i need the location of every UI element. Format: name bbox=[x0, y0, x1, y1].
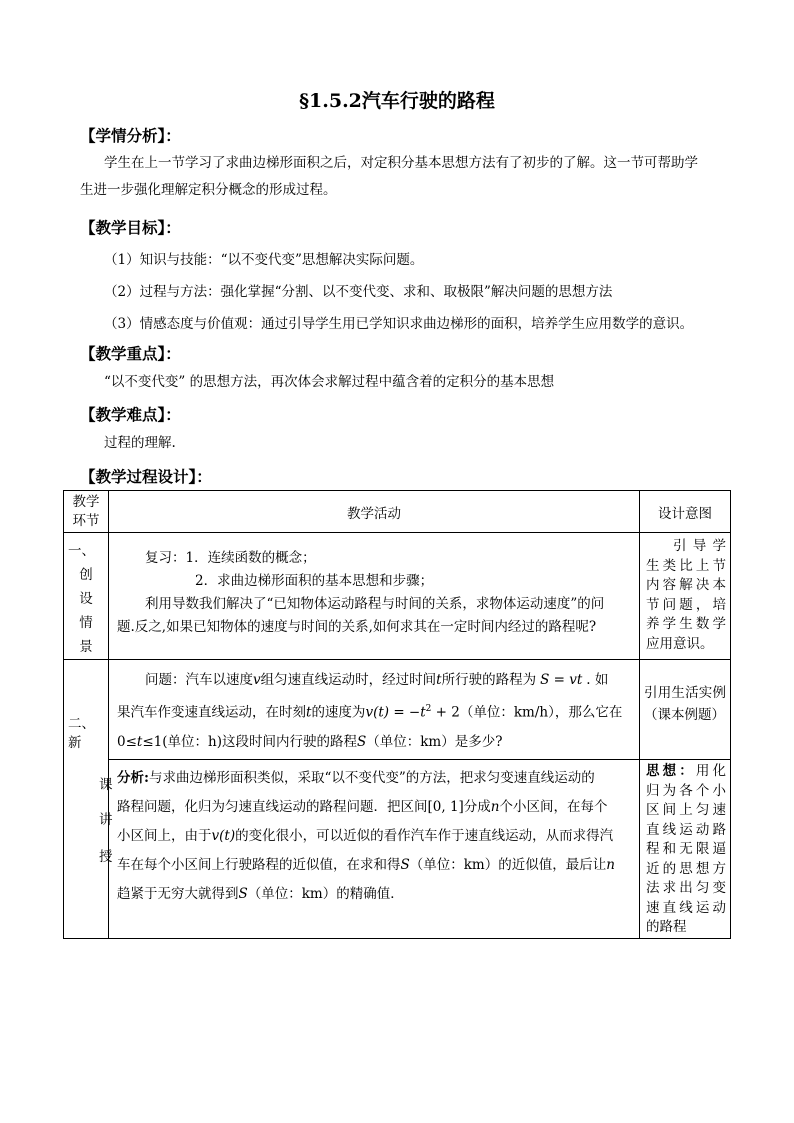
q1-text-b: 组匀速直线运动时，经过时间 bbox=[260, 672, 437, 688]
key-text: “以不变代变” 的思想方法，再次体会求解过程中蕴含着的定积分的基本思想 bbox=[104, 374, 555, 390]
an2-text-b: 分成 bbox=[463, 799, 491, 815]
q2-text-a: 果汽车作变速直线运动，在时刻 bbox=[117, 704, 306, 721]
q1-text-d: . 如 bbox=[586, 672, 609, 688]
an2-text-c: 个小区间，在每个 bbox=[499, 799, 608, 815]
question-line-3 bbox=[117, 728, 631, 757]
row2-analysis bbox=[109, 760, 640, 939]
table-header-row bbox=[64, 491, 731, 533]
row1-stage-1: 创 bbox=[79, 567, 93, 583]
section-heading-difficulty bbox=[80, 403, 181, 425]
difficulty-label: 【教学难点】 bbox=[80, 405, 166, 424]
an4-text-b: （单位：km）的近似值，最后让 bbox=[409, 857, 607, 873]
analysis-line-1 bbox=[117, 764, 631, 793]
row1-stage-3: 情 bbox=[79, 615, 93, 631]
an2-var-n: n bbox=[490, 799, 500, 815]
row2-intent-question-text: 引用生活实例（课本例题） bbox=[644, 685, 726, 723]
goals-colon: ： bbox=[165, 218, 181, 237]
goal-item-1: （1）知识与技能：“以不变代变”思想解决实际问题。 bbox=[104, 252, 424, 268]
analysis-label-bold: 分析: bbox=[117, 770, 149, 786]
row1-intent-text: 引导学生类比上节内容解决本节问题，培养学生数学应用意识。 bbox=[646, 538, 726, 652]
analysis-line-5 bbox=[117, 880, 631, 909]
q2-text-c: （单位：km/h），那么它在 bbox=[459, 704, 623, 721]
q3-text-b: ≤1(单位：h)这段时间内行驶的路程 bbox=[142, 733, 357, 750]
q2-formula-rhs: + 2 bbox=[431, 704, 460, 721]
an4-var-n: n bbox=[606, 857, 615, 873]
q3-text-a: 0≤ bbox=[117, 733, 137, 750]
row2-stage bbox=[64, 660, 113, 939]
process-label: 【教学过程设计】 bbox=[80, 467, 197, 486]
analysis-line-2: 生进一步强化理解定积分概念的形成过程。 bbox=[80, 182, 337, 198]
table-row bbox=[64, 533, 731, 660]
q1-text-c: 所行驶的路程为 bbox=[441, 672, 537, 688]
difficulty-text: 过程的理解. bbox=[104, 435, 176, 451]
an5-text-b: （单位：km）的精确值． bbox=[247, 886, 404, 902]
question-line-2 bbox=[117, 695, 631, 728]
q3-var-s: S bbox=[356, 733, 367, 750]
row1-stage bbox=[64, 533, 109, 660]
q3-var-t: t bbox=[136, 733, 143, 750]
row1-stage-0: 一、 bbox=[68, 543, 95, 559]
key-label: 【教学重点】 bbox=[80, 344, 166, 363]
header-intent: 设计意图 bbox=[640, 491, 731, 533]
an4-var-s: S bbox=[400, 857, 410, 873]
an2-interval: [0, 1] bbox=[427, 799, 464, 815]
process-colon: ： bbox=[196, 467, 212, 486]
row2-question bbox=[109, 660, 640, 760]
difficulty-colon: ： bbox=[165, 405, 181, 424]
row1-review-1: 复习：1．连续函数的概念； bbox=[145, 550, 316, 566]
key-colon: ： bbox=[165, 344, 181, 363]
header-stage-line-2: 环节 bbox=[72, 512, 100, 529]
row1-stage-4: 景 bbox=[79, 639, 93, 655]
an3-var-v: v(t) bbox=[211, 828, 236, 844]
goals-label: 【教学目标】 bbox=[80, 218, 166, 237]
row1-review-2: 2．求曲边梯形面积的基本思想和步骤； bbox=[195, 573, 434, 589]
row2-intent-question bbox=[640, 660, 731, 760]
question-line-1 bbox=[117, 666, 631, 695]
row2-stage-4: 授 bbox=[99, 849, 113, 865]
q1-var-v: v bbox=[253, 672, 261, 688]
row2-stage-1: 新 bbox=[68, 735, 82, 751]
row2-stage-0: 二、 bbox=[68, 716, 95, 732]
section-heading-analysis bbox=[80, 124, 181, 146]
an5-text-a: 趋紧于无穷大就得到 bbox=[117, 886, 239, 902]
row2-intent-analysis bbox=[640, 760, 731, 939]
q3-text-c: （单位：km）是多少? bbox=[366, 733, 503, 750]
table-row bbox=[64, 760, 731, 939]
q1-var-t: t bbox=[436, 672, 442, 688]
row2-stage-3: 讲 bbox=[99, 812, 113, 828]
lesson-table bbox=[63, 490, 731, 939]
header-activity: 教学活动 bbox=[109, 491, 640, 533]
q2-formula-exp: 2 bbox=[425, 704, 432, 714]
row1-stage-2: 设 bbox=[79, 591, 93, 607]
q1-formula: S = vt bbox=[540, 672, 583, 688]
an5-var-s: S bbox=[238, 886, 248, 902]
header-stage bbox=[64, 491, 109, 533]
analysis-line-2 bbox=[117, 793, 631, 822]
table-row bbox=[64, 660, 731, 760]
goal-item-2: （2）过程与方法：强化掌握“分割、以不变代变、求和、取极限”解决问题的思想方法 bbox=[104, 284, 613, 300]
section-heading-process bbox=[80, 465, 212, 487]
analysis-label: 【学情分析】 bbox=[80, 126, 166, 145]
analysis-colon: ： bbox=[165, 126, 181, 145]
an3-text-a: 小区间上，由于 bbox=[117, 828, 212, 844]
section-heading-goals bbox=[80, 216, 181, 238]
row1-activity bbox=[109, 533, 640, 660]
analysis-line-4 bbox=[117, 851, 631, 880]
q2-text-b: 的速度为 bbox=[311, 704, 366, 721]
an1-text: 与求曲边梯形面积类似，采取“以不变代变”的方法，把求匀变速直线运动的 bbox=[148, 770, 595, 786]
section-heading-key bbox=[80, 342, 181, 364]
intent-text: 用化归为各个小区间上匀速直线运动路程和无限逼近的思想方法求出匀变速直线运动的路程 bbox=[646, 763, 726, 935]
goal-item-3: （3）情感态度与价值观：通过引导学生用已学知识求曲边梯形的面积，培养学生应用数学的意识。 bbox=[104, 316, 694, 332]
row2-intent-analysis-text bbox=[640, 760, 730, 938]
q1-text-a: 问题：汽车以速度 bbox=[145, 672, 253, 688]
an3-text-b: 的变化很小，可以近似的看作汽车作于速直线运动，从而求得汽 bbox=[235, 828, 614, 844]
row2-stage-2: 课 bbox=[99, 777, 113, 793]
row1-intent bbox=[640, 533, 731, 660]
goals-list bbox=[104, 244, 724, 340]
an2-text-a: 路程问题，化归为匀速直线运动的路程问题．把区间 bbox=[117, 799, 428, 815]
analysis-line-3 bbox=[117, 822, 631, 851]
analysis-paragraph bbox=[80, 150, 720, 204]
q2-var-t: t bbox=[306, 704, 312, 721]
page-title: §1.5.2汽车行驶的路程 bbox=[299, 90, 495, 112]
header-stage-line-1: 教学 bbox=[72, 493, 100, 510]
q2-formula-lhs: v(t) = −t bbox=[365, 704, 426, 721]
intent-label-bold: 思想： bbox=[646, 763, 696, 779]
analysis-line-1: 学生在上一节学习了求曲边梯形面积之后，对定积分基本思想方法有了初步的了解。这一节可帮助学 bbox=[104, 155, 698, 171]
an4-text-a: 车在每个小区间上行驶路程的近似值，在求和得 bbox=[117, 857, 401, 873]
row1-text-1: 利用导数我们解决了“已知物体运动路程与时间的关系，求物体运动速度”的问 bbox=[145, 596, 605, 612]
row1-text-2: 题.反之,如果已知物体的速度与时间的关系,如何求其在一定时间内经过的路程呢? bbox=[117, 619, 597, 635]
